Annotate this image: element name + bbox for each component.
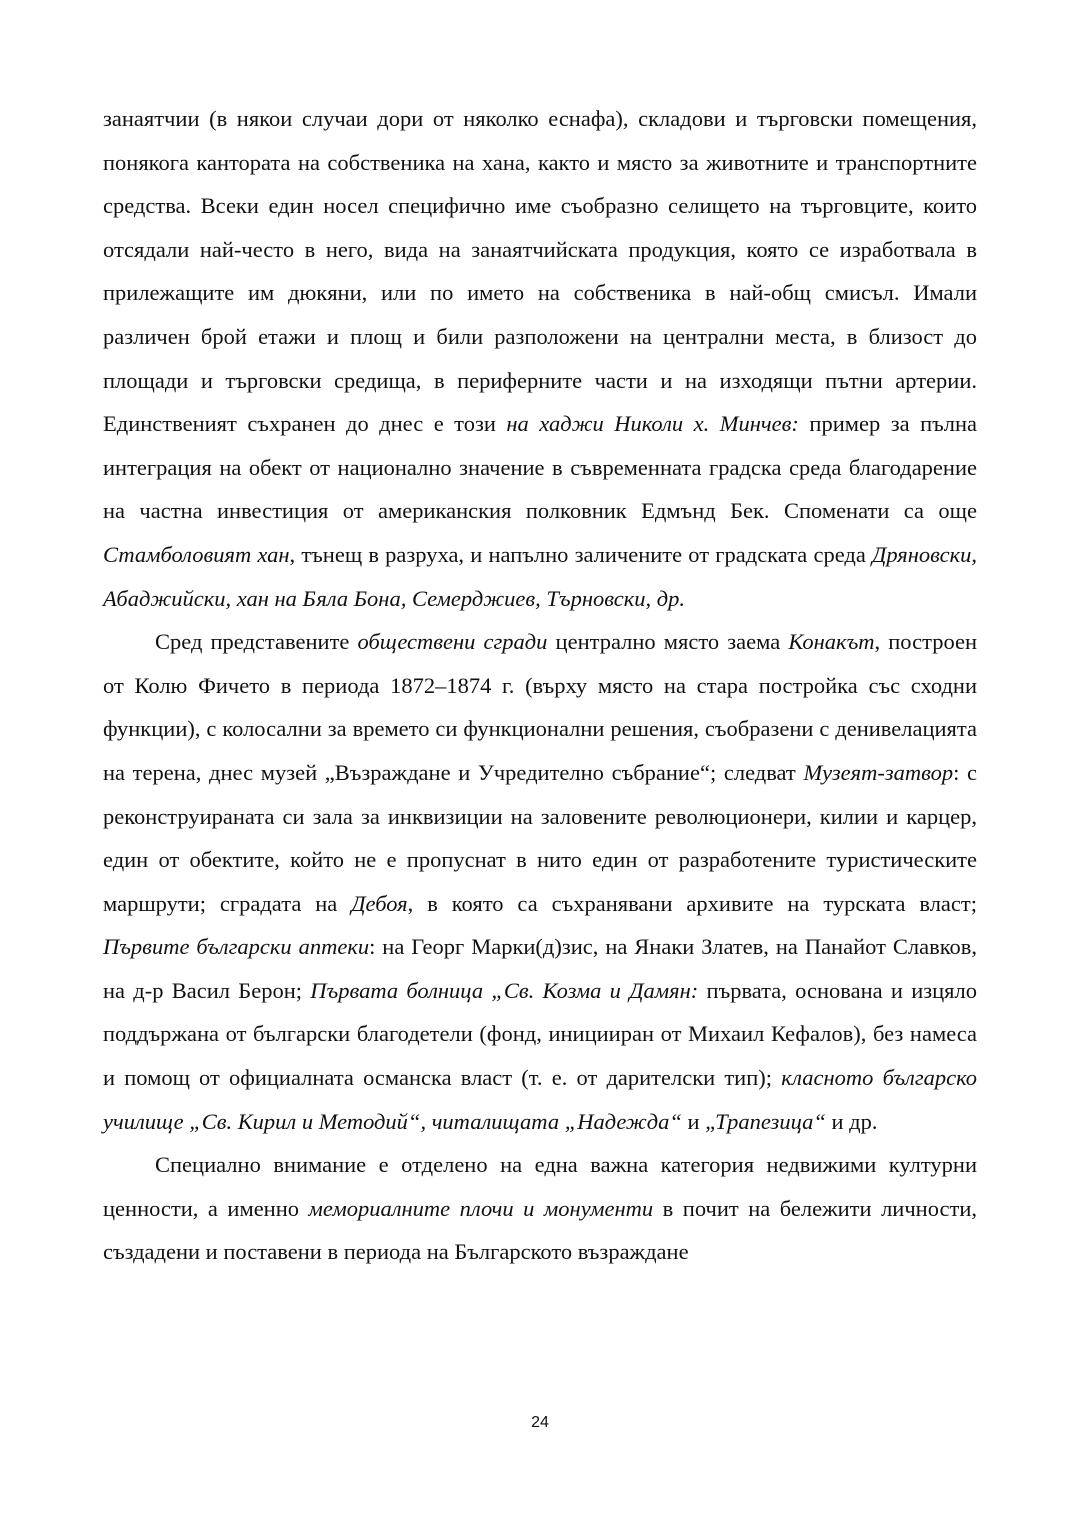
text-segment: Специално внимание е отделено на една важна категория недвижими културни ценности, а именно: [103, 1152, 977, 1221]
text-segment-italic: Стамболовият хан: [103, 541, 290, 567]
text-segment-italic: Музеят-затвор: [803, 759, 954, 785]
text-segment: централно място заема: [547, 629, 789, 655]
page-number: 24: [531, 1414, 549, 1431]
paragraph-khans: [103, 97, 977, 620]
text-segment: и др.: [825, 1108, 878, 1134]
text-segment-italic: Дебоя: [351, 890, 408, 916]
paragraph-public-buildings: [103, 620, 977, 1143]
text-segment-italic: на хаджи Николи х. Минчев:: [506, 411, 799, 437]
text-segment: : с реконструираната си зала за инквизиции на заловените революционери, килии и карцер, един от обектите, който не е пропуснат в нито един от разработените туристическите маршрути; сградата на: [103, 759, 977, 916]
text-segment: пример за пълна интеграция на обект от национално значение в съвременната градска среда благодарение на частна инвестиция от американския полковник Едмънд Бек. Споменати са още: [103, 411, 978, 524]
paragraph-memorials: [103, 1143, 977, 1274]
page-body: [103, 97, 977, 1274]
text-segment-italic: Дряновски, Абаджийски, хан на Бяла Бона, Семерджиев, Търновски, др.: [103, 541, 978, 611]
text-segment: , построен от Колю Фичето в периода 1872–1874 г. (върху място на стара постройка със сходни функции), с колосални за времето си функционални решения, съобразени с денивелацията на терена, днес музей „Възраждане и Учредително събрание“; следват: [103, 629, 977, 785]
text-segment-italic: класното българско училище „Св. Кирил и Методий“, читалищата „Надежда“: [103, 1065, 977, 1134]
text-segment-italic: обществени сгради: [357, 629, 548, 655]
text-segment-italic: Първите български аптеки: [103, 934, 370, 960]
text-segment: първата, основана и изцяло поддържана от български благодетели (фонд, иницииран от Михаил Кефалов), без намеса и помощ от официалната османска власт (т. е. от дарителски тип);: [103, 977, 977, 1091]
text-segment: , в която са съхранявани архивите на турската власт;: [407, 890, 977, 916]
text-segment: в почит на бележити личности, създадени и поставени в периода на Българското възраждане: [103, 1195, 977, 1265]
text-segment: Сред представените: [155, 629, 358, 655]
text-segment-italic: Първата болница „Св. Козма и Дамян:: [310, 977, 699, 1003]
text-segment-italic: Конакът: [788, 629, 875, 655]
text-segment: занаятчии (в някои случаи дори от няколко еснафа), складови и търговски помещения, понякога кантората на собственика на хана, както и място за животните и транспортните средства. Всеки един носел специфично име съобразно селището на търговците, които отсядали най-често в него, вида на занаятчийската продукция, която се изработвала в прилежащите им дюкяни, или по името на собственика в най-общ смисъл. Имали различен брой етажи и площ и били разположени на централни места, в близост до площади и търговски средища, в периферните части и на изходящи пътни артерии. Единственият съхранен до днес е този: [103, 106, 977, 437]
text-segment: , тънещ в разруха, и напълно заличените от градската среда: [289, 541, 873, 567]
text-segment-italic: „Трапезица“: [705, 1108, 826, 1134]
text-segment: и: [681, 1108, 706, 1134]
text-segment: : на Георг Марки(д)зис, на Янаки Златев, на Панайот Славков, на д-р Васил Берон;: [103, 934, 977, 1003]
text-segment-italic: мемориалните плочи и монументи: [308, 1195, 654, 1221]
